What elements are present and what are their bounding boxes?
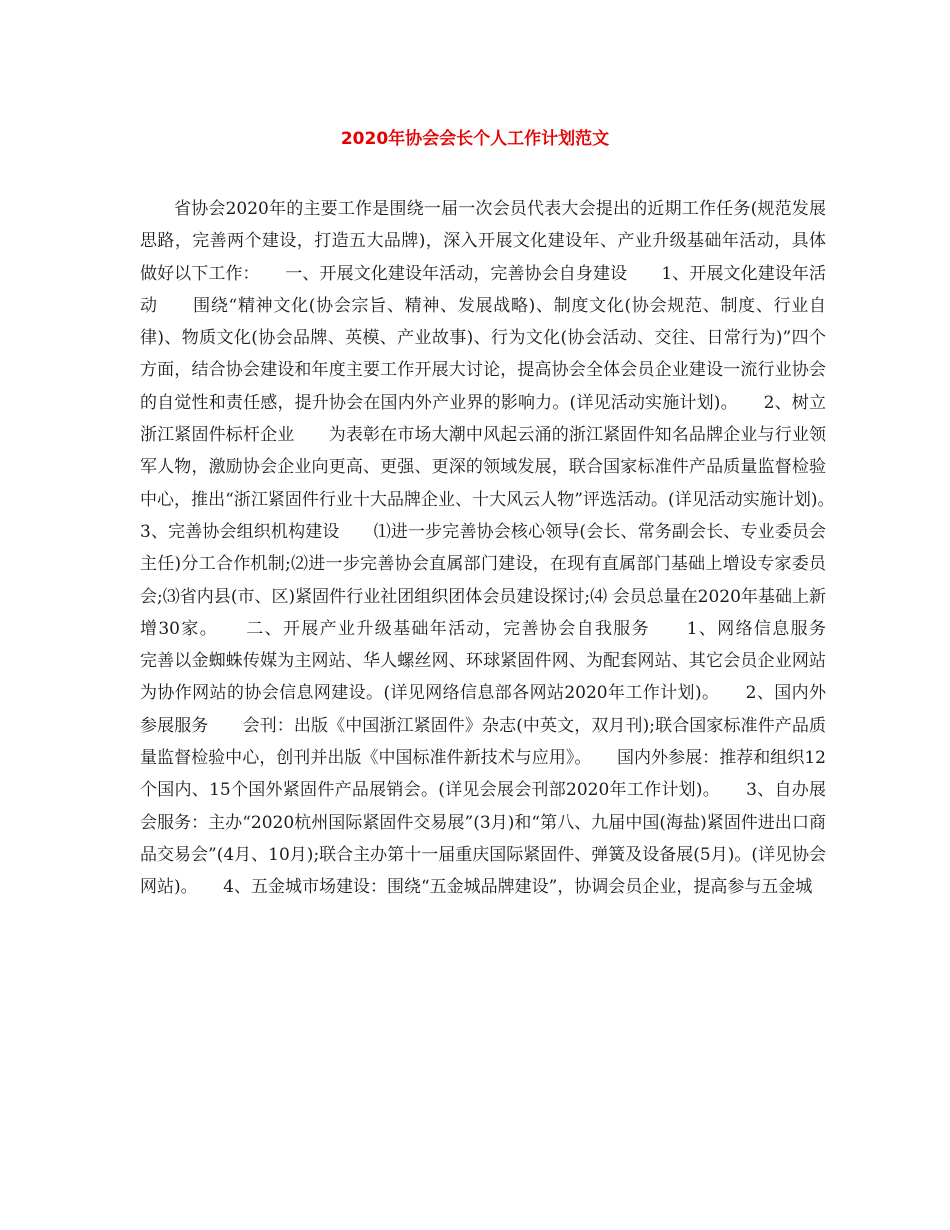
document-title: 2020年协会会长个人工作计划范文 [340, 129, 610, 149]
document-body-paragraph: 省协会2020年的主要工作是围绕一届一次会员代表大会提出的近期工作任务(规范发展思路，完善两个建设，打造五大品牌)，深入开展文化建设年、产业升级基础年活动，具体做好以下工作： 一、开展文化建设年活动，完善协会自身建设 1、开展文化建设年活动 围绕“精神文化(协会宗旨、精神、发展战略)、制度文化(协会规范、制度、行业自律)、物质文化(协会品牌、英模、产业故事)、行为文化(协会活动、交往、日常行为)”四个方面，结合协会建设和年度主要工作开展大讨论，提高协会全体会员企业建设一流行业协会的自觉性和责任感，提升协会在国内外产业界的影响力。(详见活动实施计划)。 2、树立浙江紧固件标杆企业 为表彰在市场大潮中风起云涌的浙江紧固件知名品牌企业与行业领军人物，激励协会企业向更高、更强、更深的领域发展，联合国家标准件产品质量监督检验中心，推出“浙江紧固件行业十大品牌企业、十大风云人物”评选活动。(详见活动实施计划)。 3、完善协会组织机构建设 ⑴进一步完善协会核心领导(会长、常务副会长、专业委员会主任)分工合作机制;⑵进一步完善协会直属部门建设，在现有直属部门基础上增设专家委员会;⑶省内县(市、区)紧固件行业社团组织团体会员建设探讨;⑷ 会员总量在2020年基础上新增30家。 二、开展产业升级基础年活动，完善协会自我服务 1、网络信息服务 完善以金蜘蛛传媒为主网站、华人螺丝网、环球紧固件网、为配套网站、其它会员企业网站为协作网站的协会信息网建设。(详见网络信息部各网站2020年工作计划)。 2、国内外参展服务 会刊：出版《中国浙江紧固件》杂志(中英文，双月刊);联合国家标准件产品质量监督检验中心，创刊并出版《中国标准件新技术与应用》。 国内外参展：推荐和组织12个国内、15个国外紧固件产品展销会。(详见会展会刊部2020年工作计划)。 3、自办展会服务：主办“2020杭州国际紧固件交易展”(3月)和“第八、九届中国(海盐)紧固件进出口商品交易会”(4月、10月);联合主办第十一届重庆国际紧固件、弹簧及设备展(5月)。(详见协会网站)。 4、五金城市场建设：围绕“五金城品牌建设”，协调会员企业，提高参与五金城 [140, 199, 860, 898]
